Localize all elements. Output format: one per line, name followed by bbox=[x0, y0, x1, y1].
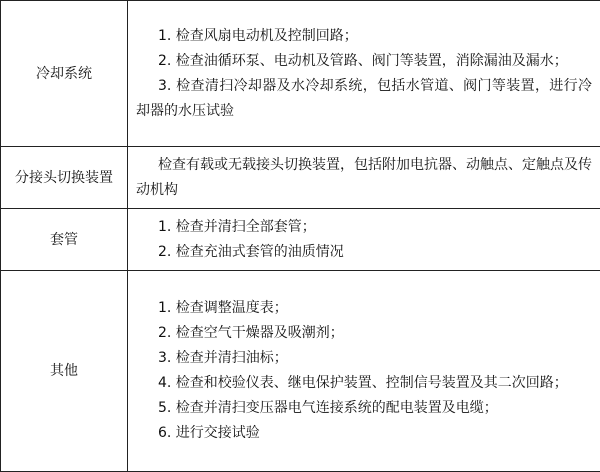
list-item: 2. 检查充油式套管的油质情况 bbox=[136, 240, 592, 265]
description-cell bbox=[128, 1, 600, 147]
list-item: 检查有载或无载接头切换装置，包括附加电抗器、动触点、定触点及传动机构 bbox=[136, 153, 592, 203]
description-cell bbox=[128, 147, 600, 209]
table-row-other bbox=[1, 271, 600, 472]
list-item: 2. 检查空气干燥器及吸潮剂； bbox=[136, 321, 592, 346]
list-item: 4. 检查和校验仪表、继电保护装置、控制信号装置及其二次回路； bbox=[136, 371, 592, 396]
list-item: 3. 检查并清扫油标； bbox=[136, 346, 592, 371]
category-cell: 冷却系统 bbox=[1, 1, 128, 147]
list-item: 2. 检查油循环泵、电动机及管路、阀门等装置，消除漏油及漏水； bbox=[136, 49, 592, 74]
category-cell: 其他 bbox=[1, 271, 128, 472]
list-item: 1. 检查风扇电动机及控制回路； bbox=[136, 24, 592, 49]
list-item: 3. 检查清扫冷却器及水冷却系统，包括水管道、阀门等装置，进行冷却器的水压试验 bbox=[136, 74, 592, 124]
list-item: 5. 检查并清扫变压器电气连接系统的配电装置及电缆； bbox=[136, 396, 592, 421]
list-item: 1. 检查并清扫全部套管； bbox=[136, 215, 592, 240]
table-row-cooling-system bbox=[1, 1, 600, 147]
list-item: 6. 进行交接试验 bbox=[136, 421, 592, 446]
table-row-tap-changer bbox=[1, 147, 600, 209]
description-cell bbox=[128, 209, 600, 271]
category-cell: 分接头切换装置 bbox=[1, 147, 128, 209]
description-cell bbox=[128, 271, 600, 472]
category-cell: 套管 bbox=[1, 209, 128, 271]
table-row-bushing bbox=[1, 209, 600, 271]
list-item: 1. 检查调整温度表； bbox=[136, 296, 592, 321]
